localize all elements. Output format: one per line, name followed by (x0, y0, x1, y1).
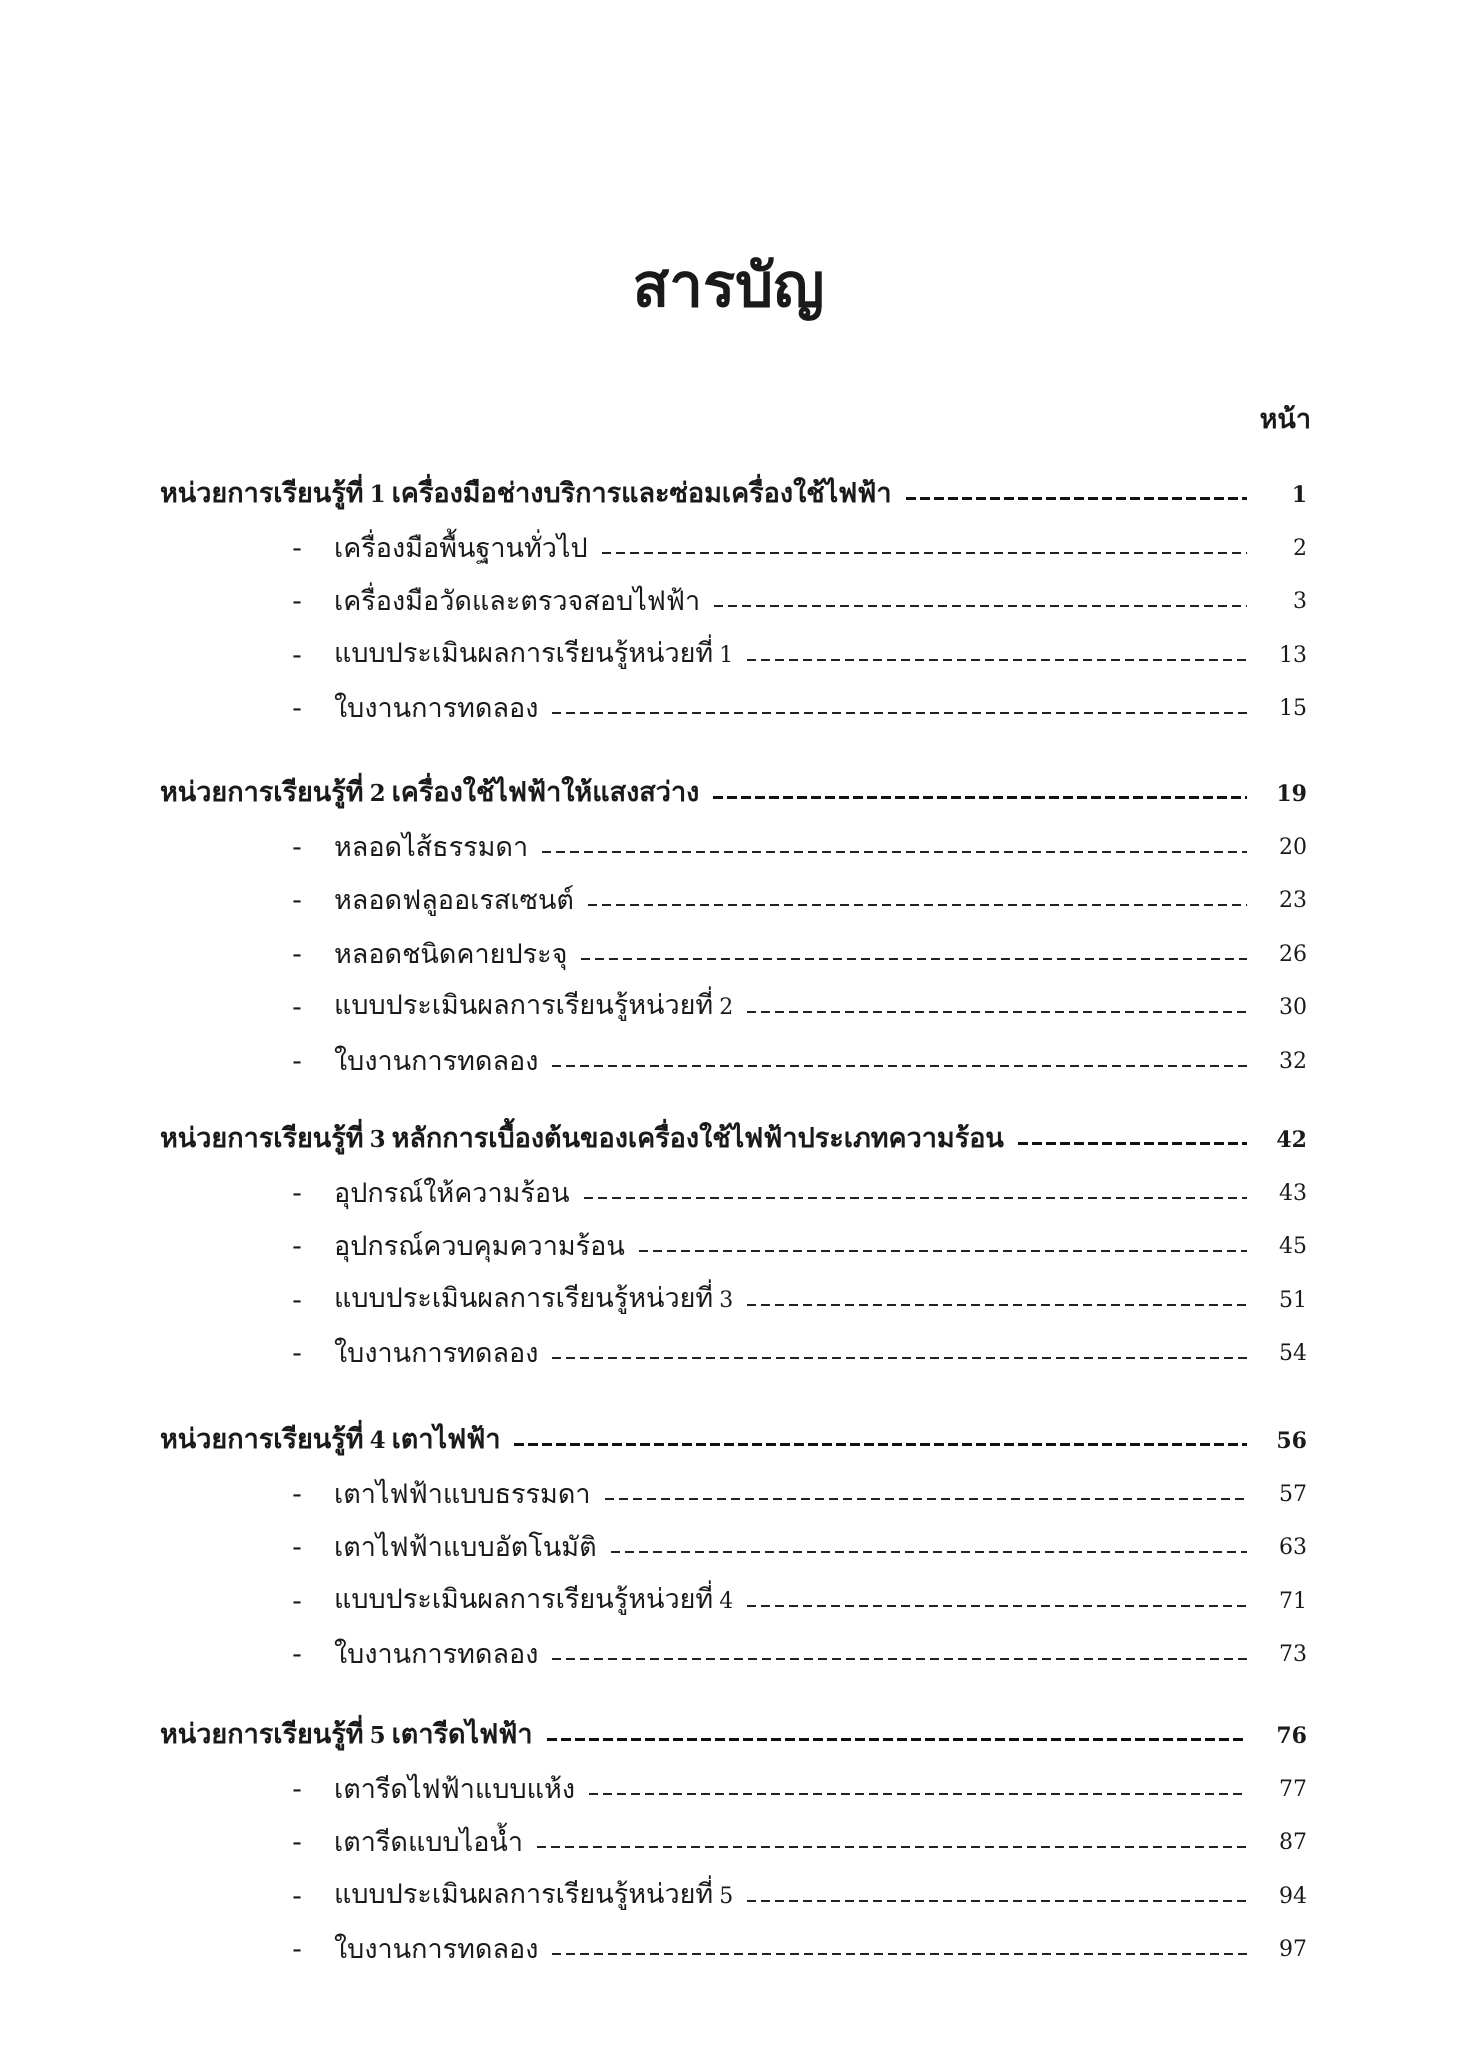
bullet-dash: - (292, 992, 302, 1023)
toc-item-row[interactable] (0, 1767, 1457, 1807)
bullet-dash: - (292, 885, 302, 916)
toc-unit-heading (160, 776, 699, 811)
toc-item-row[interactable] (0, 579, 1457, 619)
bullet-dash: - (292, 1934, 302, 1965)
unit-number: 4 (369, 1427, 386, 1454)
bullet-dash: - (292, 1586, 302, 1617)
item-title: อุปกรณ์ควบคุมความร้อน (334, 1231, 625, 1262)
page-number: 94 (1279, 1884, 1307, 1909)
dot-leader (639, 1250, 1247, 1252)
toc-item-text (334, 585, 700, 619)
bullet-dash: - (292, 832, 302, 863)
toc-item-row[interactable] (0, 1525, 1457, 1565)
unit-label: หน่วยการเรียนรู้ที่ (160, 478, 364, 509)
bullet-dash: - (292, 1532, 302, 1563)
toc-item-text (334, 1583, 733, 1619)
dot-leader (588, 904, 1247, 906)
page-number: 73 (1279, 1642, 1307, 1667)
dot-leader (747, 1605, 1247, 1607)
toc-unit-heading (160, 477, 892, 512)
toc-item-text (334, 1045, 538, 1079)
dot-leader (714, 605, 1247, 607)
toc-item-text (334, 637, 733, 673)
item-title: แบบประเมินผลการเรียนรู้หน่วยที่ (334, 638, 714, 669)
toc-item-row[interactable] (0, 878, 1457, 918)
page-number: 26 (1279, 942, 1307, 967)
item-title: เตาไฟฟ้าแบบอัตโนมัติ (334, 1532, 597, 1563)
item-title: เตารีดไฟฟ้าแบบแห้ง (334, 1774, 575, 1805)
bullet-dash: - (292, 586, 302, 617)
bullet-dash: - (292, 1827, 302, 1858)
toc-item-row[interactable] (0, 686, 1457, 726)
item-title: หลอดไส้ธรรมดา (334, 832, 529, 863)
unit-name: หลักการเบื้องต้นของเครื่องใช้ไฟฟ้าประเภทความร้อน (391, 1123, 1004, 1154)
item-unit-number: 4 (719, 1589, 734, 1614)
dot-leader (906, 497, 1247, 500)
unit-name: เครื่องใช้ไฟฟ้าให้แสงสว่าง (391, 777, 700, 808)
page-number: 15 (1279, 696, 1307, 721)
item-title: แบบประเมินผลการเรียนรู้หน่วยที่ (334, 990, 714, 1021)
dot-leader (552, 1953, 1247, 1955)
bullet-dash: - (292, 640, 302, 671)
page-number: 3 (1293, 589, 1307, 614)
item-unit-number: 2 (719, 995, 734, 1020)
item-title: ใบงานการทดลอง (334, 1338, 539, 1369)
dot-leader (537, 1846, 1247, 1848)
unit-name: เครื่องมือช่างบริการและซ่อมเครื่องใช้ไฟฟ้า (391, 478, 892, 509)
page-number: 30 (1279, 995, 1307, 1020)
toc-item-row[interactable] (0, 633, 1457, 673)
page-number: 20 (1279, 835, 1307, 860)
item-title: เตารีดแบบไอน้ำ (334, 1827, 524, 1858)
bullet-dash: - (292, 1046, 302, 1077)
page-number: 19 (1276, 781, 1307, 807)
item-title: เครื่องมือวัดและตรวจสอบไฟฟ้า (334, 586, 701, 617)
page-number: 1 (1291, 482, 1307, 508)
unit-label: หน่วยการเรียนรู้ที่ (160, 1719, 364, 1750)
bullet-dash: - (292, 1881, 302, 1912)
dot-leader (589, 1793, 1247, 1795)
toc-item-text (334, 692, 538, 726)
toc-item-text (334, 884, 574, 918)
page-number: 76 (1276, 1723, 1307, 1749)
dot-leader (747, 1011, 1247, 1013)
toc-unit-row[interactable] (0, 1117, 1457, 1157)
dot-leader (713, 796, 1247, 799)
item-title: แบบประเมินผลการเรียนรู้หน่วยที่ (334, 1879, 714, 1910)
item-title: ใบงานการทดลอง (334, 1934, 539, 1965)
unit-number: 1 (369, 481, 386, 508)
page-number: 43 (1279, 1181, 1307, 1206)
bullet-dash: - (292, 939, 302, 970)
page-number: 2 (1293, 536, 1307, 561)
item-title: หลอดชนิดคายประจุ (334, 939, 568, 970)
dot-leader (605, 1498, 1247, 1500)
page-title: สารบัญ (632, 251, 825, 321)
toc-item-row[interactable] (0, 985, 1457, 1025)
unit-label: หน่วยการเรียนรู้ที่ (160, 777, 364, 808)
unit-number: 5 (369, 1722, 386, 1749)
bullet-dash: - (292, 1178, 302, 1209)
bullet-dash: - (292, 693, 302, 724)
dot-leader (547, 1738, 1247, 1741)
toc-item-row[interactable] (0, 1224, 1457, 1264)
dot-leader (581, 958, 1247, 960)
toc-item-text (334, 1282, 733, 1318)
toc-item-text (334, 532, 588, 566)
item-unit-number: 5 (719, 1884, 734, 1909)
toc-item-text (334, 1337, 538, 1371)
toc-item-text (334, 989, 733, 1025)
page-column-label: หน้า (1259, 404, 1311, 435)
item-title: ใบงานการทดลอง (334, 1639, 539, 1670)
toc-unit-row[interactable] (0, 1713, 1457, 1753)
item-title: หลอดฟลูออเรสเซนต์ (334, 885, 574, 916)
page-number: 13 (1279, 643, 1307, 668)
toc-item-row[interactable] (0, 1874, 1457, 1914)
dot-leader (552, 1658, 1247, 1660)
bullet-dash: - (292, 1231, 302, 1262)
dot-leader (747, 1900, 1247, 1902)
toc-unit-row[interactable] (0, 1418, 1457, 1458)
item-unit-number: 3 (719, 1288, 734, 1313)
toc-unit-row[interactable] (0, 771, 1457, 811)
bullet-dash: - (292, 1338, 302, 1369)
dot-leader (1018, 1142, 1247, 1145)
toc-unit-heading (160, 1718, 533, 1753)
page-number: 23 (1279, 888, 1307, 913)
toc-unit-heading (160, 1423, 500, 1458)
toc-item-text (334, 1933, 538, 1967)
item-unit-number: 1 (719, 643, 734, 668)
page-number: 97 (1279, 1937, 1307, 1962)
item-title: เตาไฟฟ้าแบบธรรมดา (334, 1479, 591, 1510)
toc-item-text (334, 1531, 597, 1565)
toc-item-row[interactable] (0, 1278, 1457, 1318)
toc-item-row[interactable] (0, 1632, 1457, 1672)
dot-leader (747, 659, 1247, 661)
dot-leader (552, 712, 1247, 714)
dot-leader (552, 1065, 1247, 1067)
bullet-dash: - (292, 1479, 302, 1510)
page-number: 63 (1279, 1535, 1307, 1560)
dot-leader (611, 1551, 1247, 1553)
toc-item-text (334, 1826, 523, 1860)
unit-label: หน่วยการเรียนรู้ที่ (160, 1123, 364, 1154)
toc-item-text (334, 1177, 570, 1211)
dot-leader (747, 1304, 1247, 1306)
toc-item-row[interactable] (0, 526, 1457, 566)
toc-item-text (334, 1878, 733, 1914)
unit-label: หน่วยการเรียนรู้ที่ (160, 1424, 364, 1455)
toc-unit-row[interactable] (0, 472, 1457, 512)
item-title: แบบประเมินผลการเรียนรู้หน่วยที่ (334, 1283, 714, 1314)
dot-leader (552, 1357, 1247, 1359)
unit-name: เตารีดไฟฟ้า (391, 1719, 533, 1750)
item-title: แบบประเมินผลการเรียนรู้หน่วยที่ (334, 1584, 714, 1615)
bullet-dash: - (292, 533, 302, 564)
item-title: เครื่องมือพื้นฐานทั่วไป (334, 533, 588, 564)
toc-item-row[interactable] (0, 1927, 1457, 1967)
toc-item-row[interactable] (0, 1171, 1457, 1211)
bullet-dash: - (292, 1639, 302, 1670)
unit-name: เตาไฟฟ้า (391, 1424, 501, 1455)
bullet-dash: - (292, 1774, 302, 1805)
page-number: 87 (1279, 1830, 1307, 1855)
toc-item-text (334, 831, 528, 865)
dot-leader (602, 552, 1247, 554)
page-number: 57 (1279, 1482, 1307, 1507)
page-number: 32 (1279, 1049, 1307, 1074)
toc-item-text (334, 1638, 538, 1672)
unit-number: 2 (369, 780, 386, 807)
toc-item-row[interactable] (0, 1039, 1457, 1079)
page-number: 54 (1279, 1341, 1307, 1366)
dot-leader (514, 1443, 1247, 1446)
toc-unit-heading (160, 1122, 1004, 1157)
unit-number: 3 (369, 1126, 386, 1153)
item-title: อุปกรณ์ให้ความร้อน (334, 1178, 570, 1209)
toc-item-row[interactable] (0, 1331, 1457, 1371)
dot-leader (542, 851, 1247, 853)
toc-item-text (334, 938, 567, 972)
item-title: ใบงานการทดลอง (334, 693, 539, 724)
toc-item-text (334, 1773, 575, 1807)
page-number: 56 (1276, 1428, 1307, 1454)
toc-item-row[interactable] (0, 932, 1457, 972)
toc-item-row[interactable] (0, 1472, 1457, 1512)
page-number: 71 (1279, 1589, 1307, 1614)
page-number: 51 (1279, 1288, 1307, 1313)
toc-item-row[interactable] (0, 825, 1457, 865)
toc-item-text (334, 1478, 591, 1512)
toc-item-text (334, 1230, 625, 1264)
item-title: ใบงานการทดลอง (334, 1046, 539, 1077)
bullet-dash: - (292, 1285, 302, 1316)
toc-item-row[interactable] (0, 1820, 1457, 1860)
toc-item-row[interactable] (0, 1579, 1457, 1619)
page-number: 77 (1279, 1777, 1307, 1802)
dot-leader (584, 1197, 1247, 1199)
page-number: 45 (1279, 1234, 1307, 1259)
page-number: 42 (1276, 1127, 1307, 1153)
